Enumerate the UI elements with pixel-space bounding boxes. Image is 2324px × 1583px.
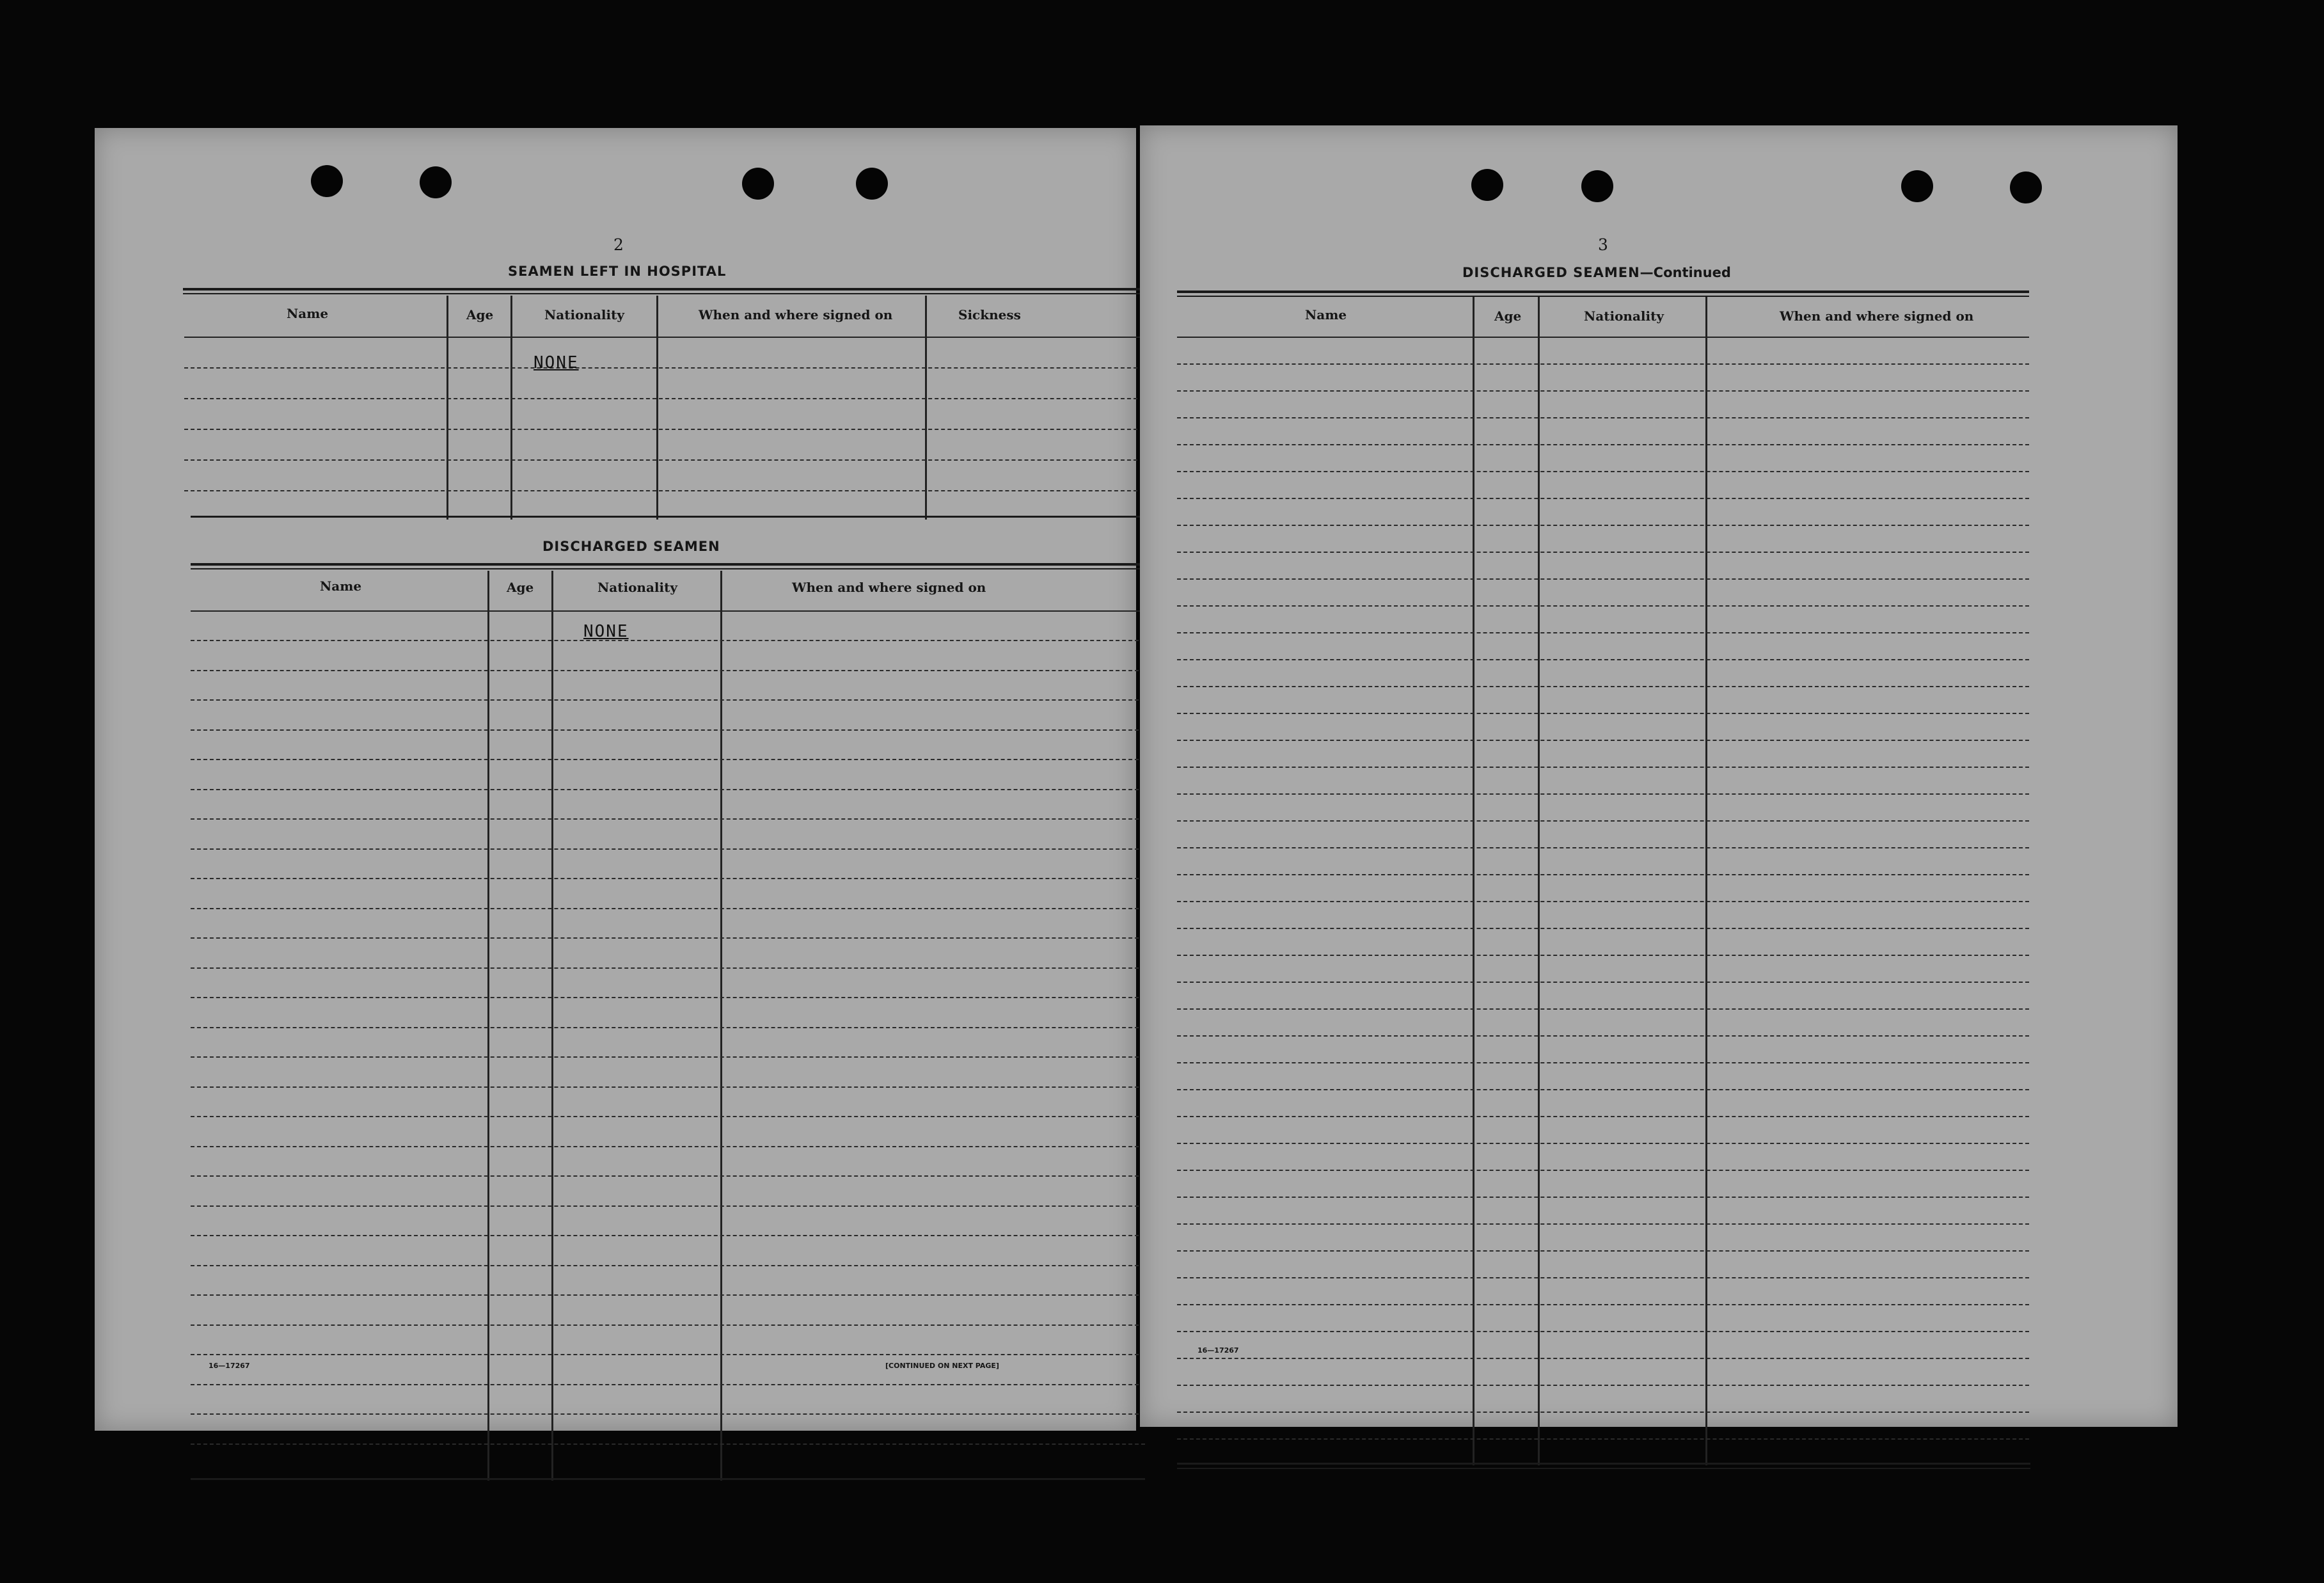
entry-line xyxy=(1177,1062,2029,1063)
entry-line xyxy=(1177,659,2029,660)
punch-hole-icon xyxy=(2010,171,2042,203)
punch-hole-icon xyxy=(742,168,774,200)
entry-line xyxy=(1177,525,2029,526)
entry-line xyxy=(191,789,1145,790)
entry-line xyxy=(184,429,1144,430)
entry-line xyxy=(1177,686,2029,687)
column-header-age: Age xyxy=(1494,308,1522,324)
entry-line xyxy=(191,1354,1145,1355)
column-divider xyxy=(925,296,927,520)
entry-line xyxy=(1177,793,2029,795)
entry-line xyxy=(1177,1250,2029,1252)
entry-line xyxy=(1177,820,2029,822)
divider xyxy=(1177,290,2029,293)
entry-line xyxy=(1177,498,2029,499)
form-number: 16—17267 xyxy=(1198,1346,1239,1355)
entry-line xyxy=(1177,1089,2029,1090)
entry-line xyxy=(191,908,1145,909)
column-divider xyxy=(720,571,722,1481)
typed-entry-none: NONE xyxy=(534,353,579,372)
entry-line xyxy=(184,398,1144,399)
entry-line xyxy=(1177,767,2029,768)
entry-line xyxy=(191,640,1145,641)
entry-line xyxy=(1177,1223,2029,1225)
header-rule xyxy=(1177,337,2029,338)
punch-hole-icon xyxy=(1581,170,1613,202)
punch-hole-icon xyxy=(1901,170,1933,202)
punch-hole-icon xyxy=(856,168,888,200)
entry-line xyxy=(191,848,1145,850)
entry-line xyxy=(1177,390,2029,392)
entry-line xyxy=(191,1116,1145,1117)
entry-line xyxy=(184,490,1144,491)
entry-line xyxy=(191,1175,1145,1177)
entry-line xyxy=(1177,1035,2029,1037)
column-header-name: Name xyxy=(287,306,329,321)
section-title-hospital: SEAMEN LEFT IN HOSPITAL xyxy=(508,264,727,279)
form-number: 16—17267 xyxy=(209,1362,250,1370)
entry-line xyxy=(191,878,1145,879)
right-page xyxy=(1140,125,2178,1427)
column-header-name: Name xyxy=(320,578,362,594)
entry-line xyxy=(1177,444,2029,445)
divider xyxy=(191,563,1145,566)
page-number: 3 xyxy=(1598,235,1608,254)
left-page xyxy=(95,128,1136,1431)
column-header-signed-on: When and where signed on xyxy=(792,580,986,595)
column-divider xyxy=(447,296,448,520)
entry-line xyxy=(1177,1331,2029,1332)
column-header-age: Age xyxy=(466,307,494,322)
typed-entry-none: NONE xyxy=(583,622,629,641)
header-rule xyxy=(184,337,1144,338)
entry-line xyxy=(191,1205,1145,1207)
divider xyxy=(1177,1463,2030,1465)
entry-line xyxy=(191,1265,1145,1266)
entry-line xyxy=(1177,982,2029,983)
column-header-nationality: Nationality xyxy=(597,580,677,595)
entry-line xyxy=(1177,740,2029,741)
entry-line xyxy=(184,367,1144,369)
entry-line xyxy=(1177,363,2029,365)
entry-line xyxy=(1177,713,2029,714)
divider xyxy=(1177,1468,2030,1469)
entry-line xyxy=(191,1146,1145,1147)
entry-line xyxy=(191,1384,1145,1385)
section-title-main: DISCHARGED SEAMEN xyxy=(1462,265,1640,280)
entry-line xyxy=(191,699,1145,701)
continued-note: [CONTINUED ON NEXT PAGE] xyxy=(885,1362,999,1370)
entry-line xyxy=(1177,1116,2029,1117)
entry-line xyxy=(1177,955,2029,956)
entry-line xyxy=(191,670,1145,671)
column-header-signed-on: When and where signed on xyxy=(699,307,893,322)
column-header-name: Name xyxy=(1305,307,1347,322)
entry-line xyxy=(191,967,1145,969)
entry-line xyxy=(191,1056,1145,1058)
entry-line xyxy=(191,1444,1145,1445)
section-title-continued: —Continued xyxy=(1640,265,1731,280)
entry-line xyxy=(1177,1385,2029,1386)
page-number: 2 xyxy=(613,235,624,254)
entry-line xyxy=(1177,1008,2029,1010)
divider xyxy=(1177,296,2029,297)
entry-line xyxy=(1177,847,2029,848)
entry-line xyxy=(1177,471,2029,472)
entry-line xyxy=(1177,1412,2029,1413)
entry-line xyxy=(191,1324,1145,1326)
entry-line xyxy=(1177,417,2029,418)
entry-line xyxy=(184,459,1144,461)
entry-line xyxy=(1177,578,2029,580)
column-header-sickness: Sickness xyxy=(958,307,1021,322)
divider xyxy=(191,568,1145,569)
entry-line xyxy=(1177,1304,2029,1305)
entry-line xyxy=(1177,928,2029,929)
entry-line xyxy=(191,1235,1145,1236)
divider xyxy=(191,1478,1145,1480)
entry-line xyxy=(1177,605,2029,607)
entry-line xyxy=(1177,874,2029,875)
column-divider xyxy=(551,571,553,1481)
entry-line xyxy=(191,1027,1145,1028)
header-rule xyxy=(191,610,1145,612)
column-divider xyxy=(510,296,512,520)
entry-line xyxy=(1177,1197,2029,1198)
entry-line xyxy=(1177,1277,2029,1278)
entry-line xyxy=(191,1413,1145,1415)
entry-line xyxy=(1177,901,2029,902)
entry-line xyxy=(1177,632,2029,633)
entry-line xyxy=(1177,1143,2029,1144)
divider xyxy=(183,288,1145,290)
divider xyxy=(183,293,1145,294)
entry-line xyxy=(1177,1358,2029,1359)
section-title-discharged-continued xyxy=(1462,265,1731,280)
divider xyxy=(191,516,1144,518)
punch-hole-icon xyxy=(311,165,343,197)
section-title-discharged: DISCHARGED SEAMEN xyxy=(542,539,720,554)
column-divider xyxy=(656,296,658,520)
column-header-age: Age xyxy=(507,580,534,595)
column-header-signed-on: When and where signed on xyxy=(1780,308,1974,324)
entry-line xyxy=(191,1086,1145,1088)
entry-line xyxy=(1177,1170,2029,1171)
punch-hole-icon xyxy=(420,166,452,198)
entry-line xyxy=(1177,1438,2029,1440)
entry-line xyxy=(1177,552,2029,553)
column-header-nationality: Nationality xyxy=(544,307,624,322)
punch-hole-icon xyxy=(1471,169,1503,201)
entry-line xyxy=(191,997,1145,998)
entry-line xyxy=(191,1294,1145,1296)
entry-line xyxy=(191,937,1145,939)
entry-line xyxy=(191,759,1145,760)
entry-line xyxy=(191,818,1145,820)
column-divider xyxy=(487,571,489,1481)
column-header-nationality: Nationality xyxy=(1584,308,1664,324)
entry-line xyxy=(191,729,1145,731)
